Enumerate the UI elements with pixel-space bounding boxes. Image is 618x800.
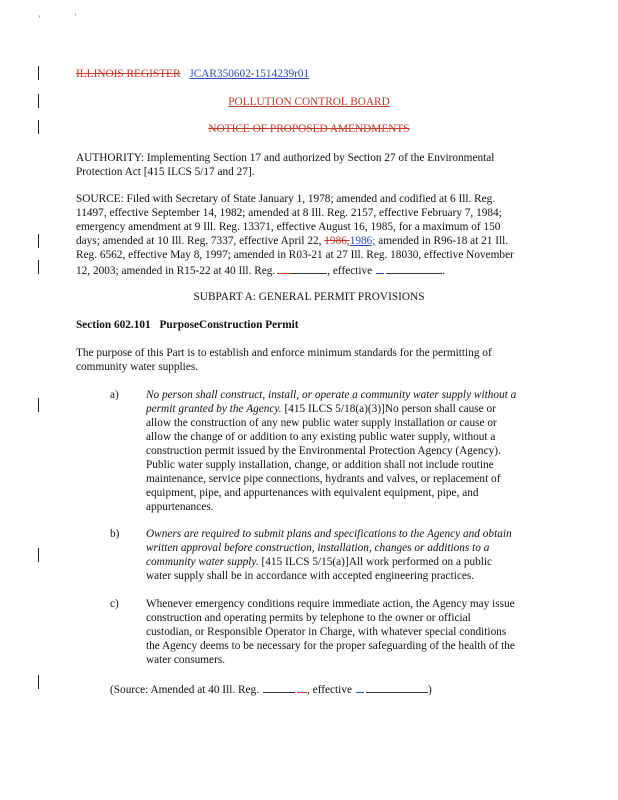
struck-date: 1986, (324, 235, 350, 247)
italic-text: written approval before construction, installation, changes or additions to a (146, 542, 490, 554)
board-title: POLLUTION CONTROL BOARD (228, 96, 390, 108)
inserted-blank (376, 263, 384, 274)
item-label: c) (110, 598, 119, 610)
source-note-text: ) (427, 684, 432, 696)
source-note (110, 682, 432, 698)
purpose-line: The purpose of this Part is to establish and enforce minimum standards for the permitting of (76, 347, 492, 359)
item-line (146, 403, 546, 417)
item-line: custodian, or Responsible Operator in Charge, with whatever special conditions (146, 626, 507, 638)
item-text: [415 ILCS 5/18(a)(3)]No person shall cause or (281, 403, 496, 415)
scan-mark: ʽ (74, 12, 77, 21)
italic-text: Owners are required to submit plans and specifications to the Agency and obtain (146, 528, 512, 540)
section-heading (76, 319, 299, 333)
item-line (146, 528, 546, 542)
struck-blank (297, 682, 307, 693)
struck-blank (277, 263, 291, 274)
item-line (146, 389, 546, 403)
source-line: Reg. 6562, effective May 8, 1997; amended in R03-21 at 27 Ill. Reg. 18030, effective November (76, 249, 514, 261)
item-text: [415 ILCS 5/15(a)]All work performed on a public (258, 556, 493, 568)
item-line: construction permit issued by the Environmental Protection Agency (Agency). (146, 445, 501, 457)
reg-number-blank (291, 263, 327, 274)
register-struck-text: ILLINOIS REGISTER (76, 68, 181, 80)
item-label: b) (110, 528, 120, 540)
subpart-heading: SUBPART A: GENERAL PERMIT PROVISIONS (193, 291, 425, 303)
item-line: construction and operating permits by telephone to the owner or official (146, 612, 471, 624)
notice-title: NOTICE OF PROPOSED AMENDMENTS (208, 123, 410, 135)
source-line: 11497, effective September 14, 1982; amended at 8 Ill. Reg. 2157, effective February 7, 1984; (76, 207, 502, 219)
italic-text: community water supply. (146, 556, 259, 568)
source-note-text: (Source: Amended at 40 Ill. Reg. (110, 684, 260, 696)
item-line: water consumers. (146, 654, 226, 666)
change-bar (38, 234, 39, 248)
effective-date-blank (386, 263, 442, 274)
source-text: days; amended at 10 Ill. Reg. 7337, effective April 22, (76, 235, 325, 247)
item-line: water supply shall be in accordance with accepted engineering practices. (146, 570, 475, 582)
effective-date-blank (366, 682, 428, 693)
item-line: appurtenances. (146, 501, 214, 513)
item-line: Whenever emergency conditions require immediate action, the Agency may issue (146, 598, 515, 610)
inserted-date: 1986; (349, 235, 376, 247)
source-text: 12, 2003; amended in R15-22 at 40 Ill. Reg. (76, 265, 276, 277)
item-line: allow the construction of any new public water supply installation or cause or (146, 417, 497, 429)
source-line: emergency amendment at 9 Ill. Reg. 13371, effective August 16, 1985, for a maximum of 150 (76, 221, 501, 233)
item-line: Public water supply installation, change, or addition shall not include routine (146, 459, 494, 471)
source-text: . (442, 265, 446, 277)
register-new-text: JCAR350602-1514239r01 (189, 68, 310, 80)
item-line: allow the change of or addition to any existing public water supply, without a (146, 431, 496, 443)
source-note-text: , effective (307, 684, 352, 696)
change-bar (38, 260, 39, 274)
source-line: SOURCE: Filed with Secretary of State January 1, 1978; amended and codified at 6 Ill. Reg. (76, 193, 496, 205)
inserted-blank (356, 682, 364, 693)
item-line (146, 556, 546, 570)
item-label: a) (110, 389, 119, 401)
section-title: PurposeConstruction Permit (159, 319, 299, 331)
change-bar (38, 675, 39, 689)
italic-text: No person shall construct, install, or operate a community water supply without a (146, 389, 517, 401)
change-bar (38, 548, 39, 562)
source-text: , effective (327, 265, 373, 277)
italic-text: permit granted by the Agency. (146, 403, 282, 415)
register-header (76, 68, 309, 82)
purpose-line: community water supplies. (76, 361, 199, 373)
item-line: maintenance, service pipe connections, hydrants and valves, or replacement of (146, 473, 501, 485)
source-line-blanks (76, 263, 546, 279)
item-line: the Agency deems to be necessary for the proper safeguarding of the health of the (146, 640, 515, 652)
reg-number-blank (263, 682, 295, 693)
change-bar (38, 66, 39, 80)
item-line (146, 542, 546, 556)
section-number: Section 602.101 (76, 319, 151, 331)
change-bar (38, 398, 39, 412)
source-line-amended (76, 235, 546, 249)
source-text: amended in R96-18 at 21 Ill. (375, 235, 509, 247)
item-line: equipment, pipe, and appurtenances with equivalent equipment, pipe, and (146, 487, 479, 499)
scan-mark: ʼ (38, 14, 41, 23)
authority-line: AUTHORITY: Implementing Section 17 and authorized by Section 27 of the Environmental (76, 152, 495, 164)
authority-line: Protection Act [415 ILCS 5/17 and 27]. (76, 166, 255, 178)
